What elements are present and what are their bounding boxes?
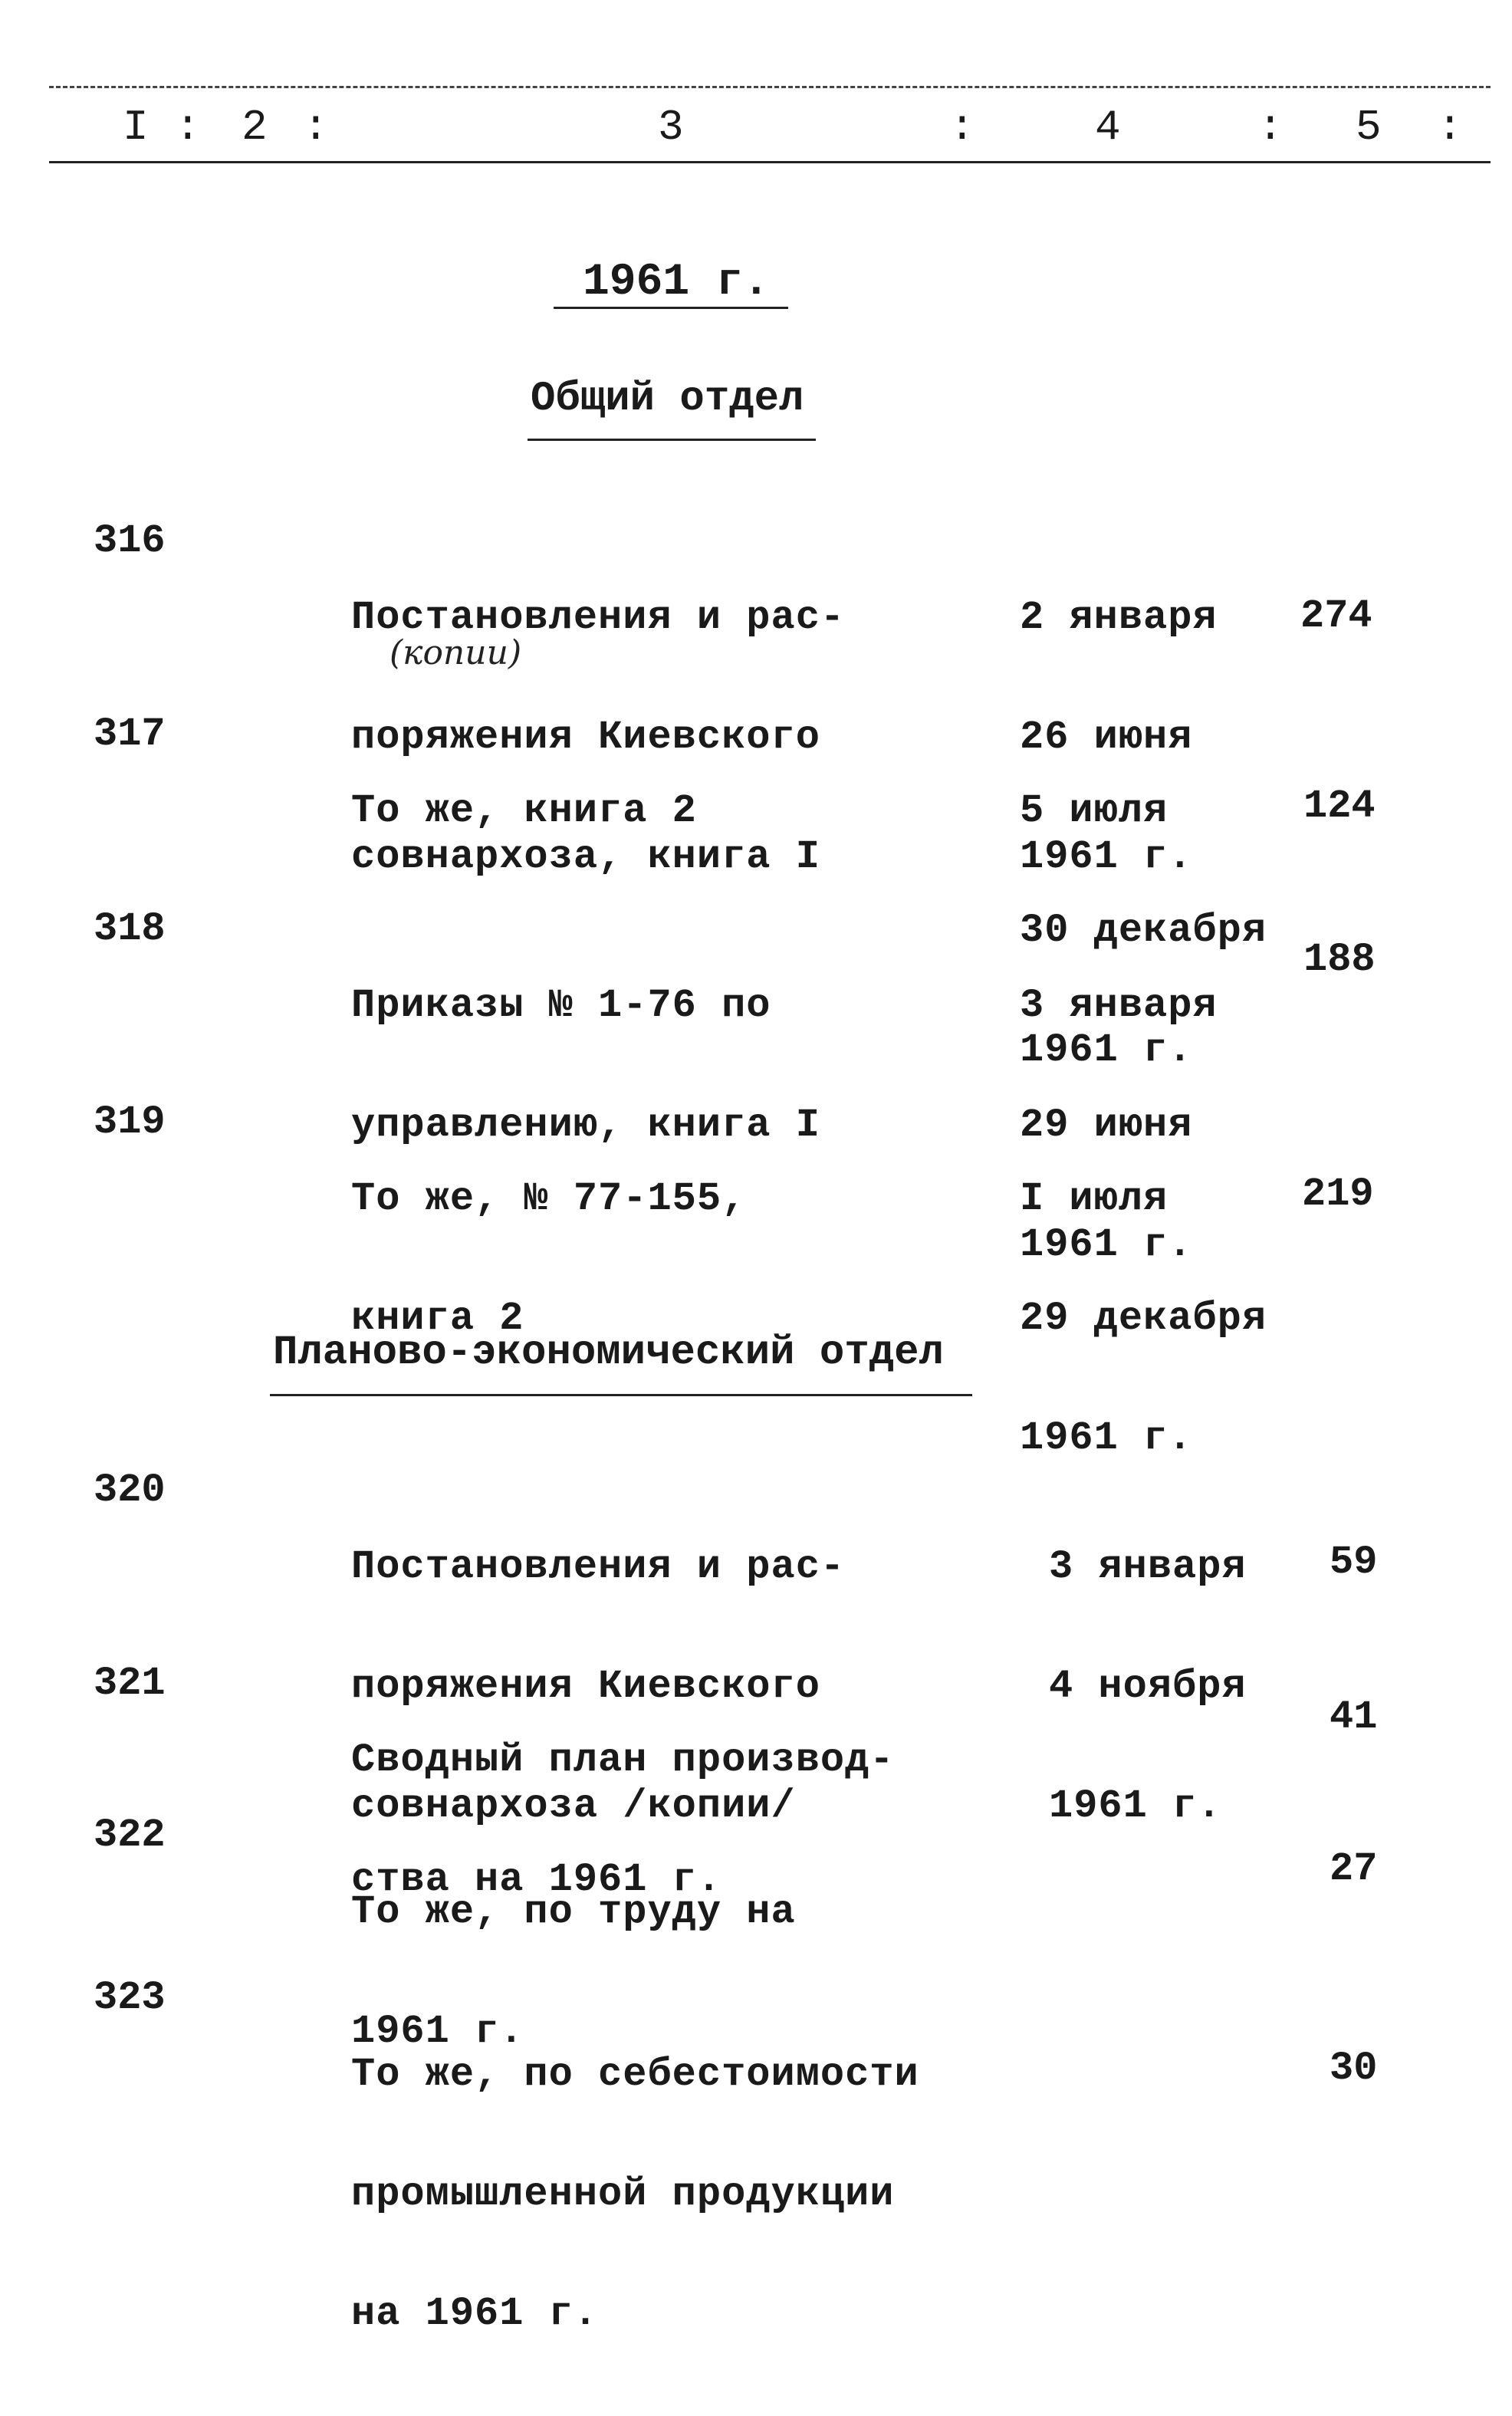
row-319-sheets: 219 [1302, 1172, 1374, 1217]
row-320-sheets: 59 [1330, 1540, 1378, 1585]
date-line: 1961 г. [1020, 1027, 1193, 1073]
section-title-planning: Планово-экономический отдел [273, 1330, 944, 1376]
desc-line: управлению, книга I [351, 1103, 820, 1148]
row-318-number: 318 [94, 906, 166, 952]
desc-line: 1961 г. [351, 2009, 524, 2054]
date-line: 3 января [1020, 983, 1218, 1028]
row-317-number: 317 [94, 712, 166, 757]
date-line: 5 июля [1020, 788, 1169, 833]
row-321-sheets: 41 [1330, 1694, 1378, 1740]
date-line: 1961 г. [1020, 834, 1193, 879]
row-317-sheets: 124 [1303, 784, 1376, 829]
desc-line: Постановления и рас- [351, 595, 846, 640]
header-col3: 3 [658, 103, 684, 152]
desc-line: То же, по труду на [351, 1889, 796, 1934]
row-316-sheets: 274 [1300, 593, 1372, 639]
row-322-sheets: 27 [1330, 1846, 1378, 1892]
desc-line: промышленной продукции [351, 2171, 895, 2217]
date-line: 29 декабря [1020, 1296, 1267, 1341]
header-sep3: : [949, 103, 975, 152]
date-line: 1961 г. [1020, 1222, 1193, 1267]
header-bottom-rule [49, 161, 1491, 163]
date-line: 1961 г. [1020, 1415, 1193, 1461]
row-319-number: 319 [94, 1100, 166, 1145]
row-321-number: 321 [94, 1661, 166, 1706]
date-line: I июля [1020, 1176, 1169, 1221]
desc-line: То же, книга 2 [351, 788, 697, 833]
date-line: 1961 г. [1049, 1783, 1222, 1829]
date-line: 2 января [1020, 595, 1218, 640]
desc-line: То же, по себестоимости [351, 2052, 919, 2097]
row-318-sheets: 188 [1303, 937, 1376, 982]
row-317-description [351, 712, 697, 911]
date-line: 4 ноября [1049, 1664, 1247, 1709]
date-line: 26 июня [1020, 715, 1193, 760]
section-title-planning-underline [270, 1394, 972, 1396]
date-line: 29 июня [1020, 1103, 1193, 1148]
desc-line: поряжения Киевского [351, 715, 820, 760]
desc-line: То же, № 77-155, [351, 1176, 747, 1221]
header-sep4: : [1257, 103, 1284, 152]
desc-line: книга 2 [351, 1296, 524, 1341]
row-316-handwritten-note: (копии) [390, 633, 522, 672]
header-sep1: : [175, 103, 201, 152]
desc-line: Постановления и рас- [351, 1544, 846, 1589]
header-sep2: : [303, 103, 329, 152]
header-col4: 4 [1095, 103, 1121, 152]
desc-line: ства на 1961 г. [351, 1857, 722, 1902]
desc-line: Сводный план производ- [351, 1737, 895, 1783]
row-320-dates [1049, 1468, 1247, 1906]
header-col1: I [123, 103, 149, 152]
desc-line: совнархоза /копии/ [351, 1783, 796, 1829]
row-323-number: 323 [94, 1975, 166, 2020]
row-316-number: 316 [94, 518, 166, 564]
header-col2: 2 [242, 103, 268, 152]
section-title-general-underline [528, 439, 816, 441]
date-line: 30 декабря [1020, 908, 1267, 953]
desc-line: на 1961 г. [351, 2291, 599, 2336]
desc-line: поряжения Киевского [351, 1664, 820, 1709]
section-title-general: Общий отдел [531, 376, 804, 422]
header-col5: 5 [1356, 103, 1382, 152]
header-sep5: : [1437, 103, 1463, 152]
desc-line: совнархоза, книга I [351, 834, 820, 879]
date-line: 3 января [1049, 1544, 1247, 1589]
row-320-number: 320 [94, 1468, 166, 1513]
row-323-sheets: 30 [1330, 2046, 1378, 2091]
year-title-underline [554, 307, 788, 309]
row-323-description [351, 1975, 919, 2414]
row-322-number: 322 [94, 1813, 166, 1858]
header-top-rule [49, 86, 1491, 88]
desc-line: Приказы № 1-76 по [351, 983, 771, 1028]
year-title: 1961 г. [583, 258, 770, 307]
